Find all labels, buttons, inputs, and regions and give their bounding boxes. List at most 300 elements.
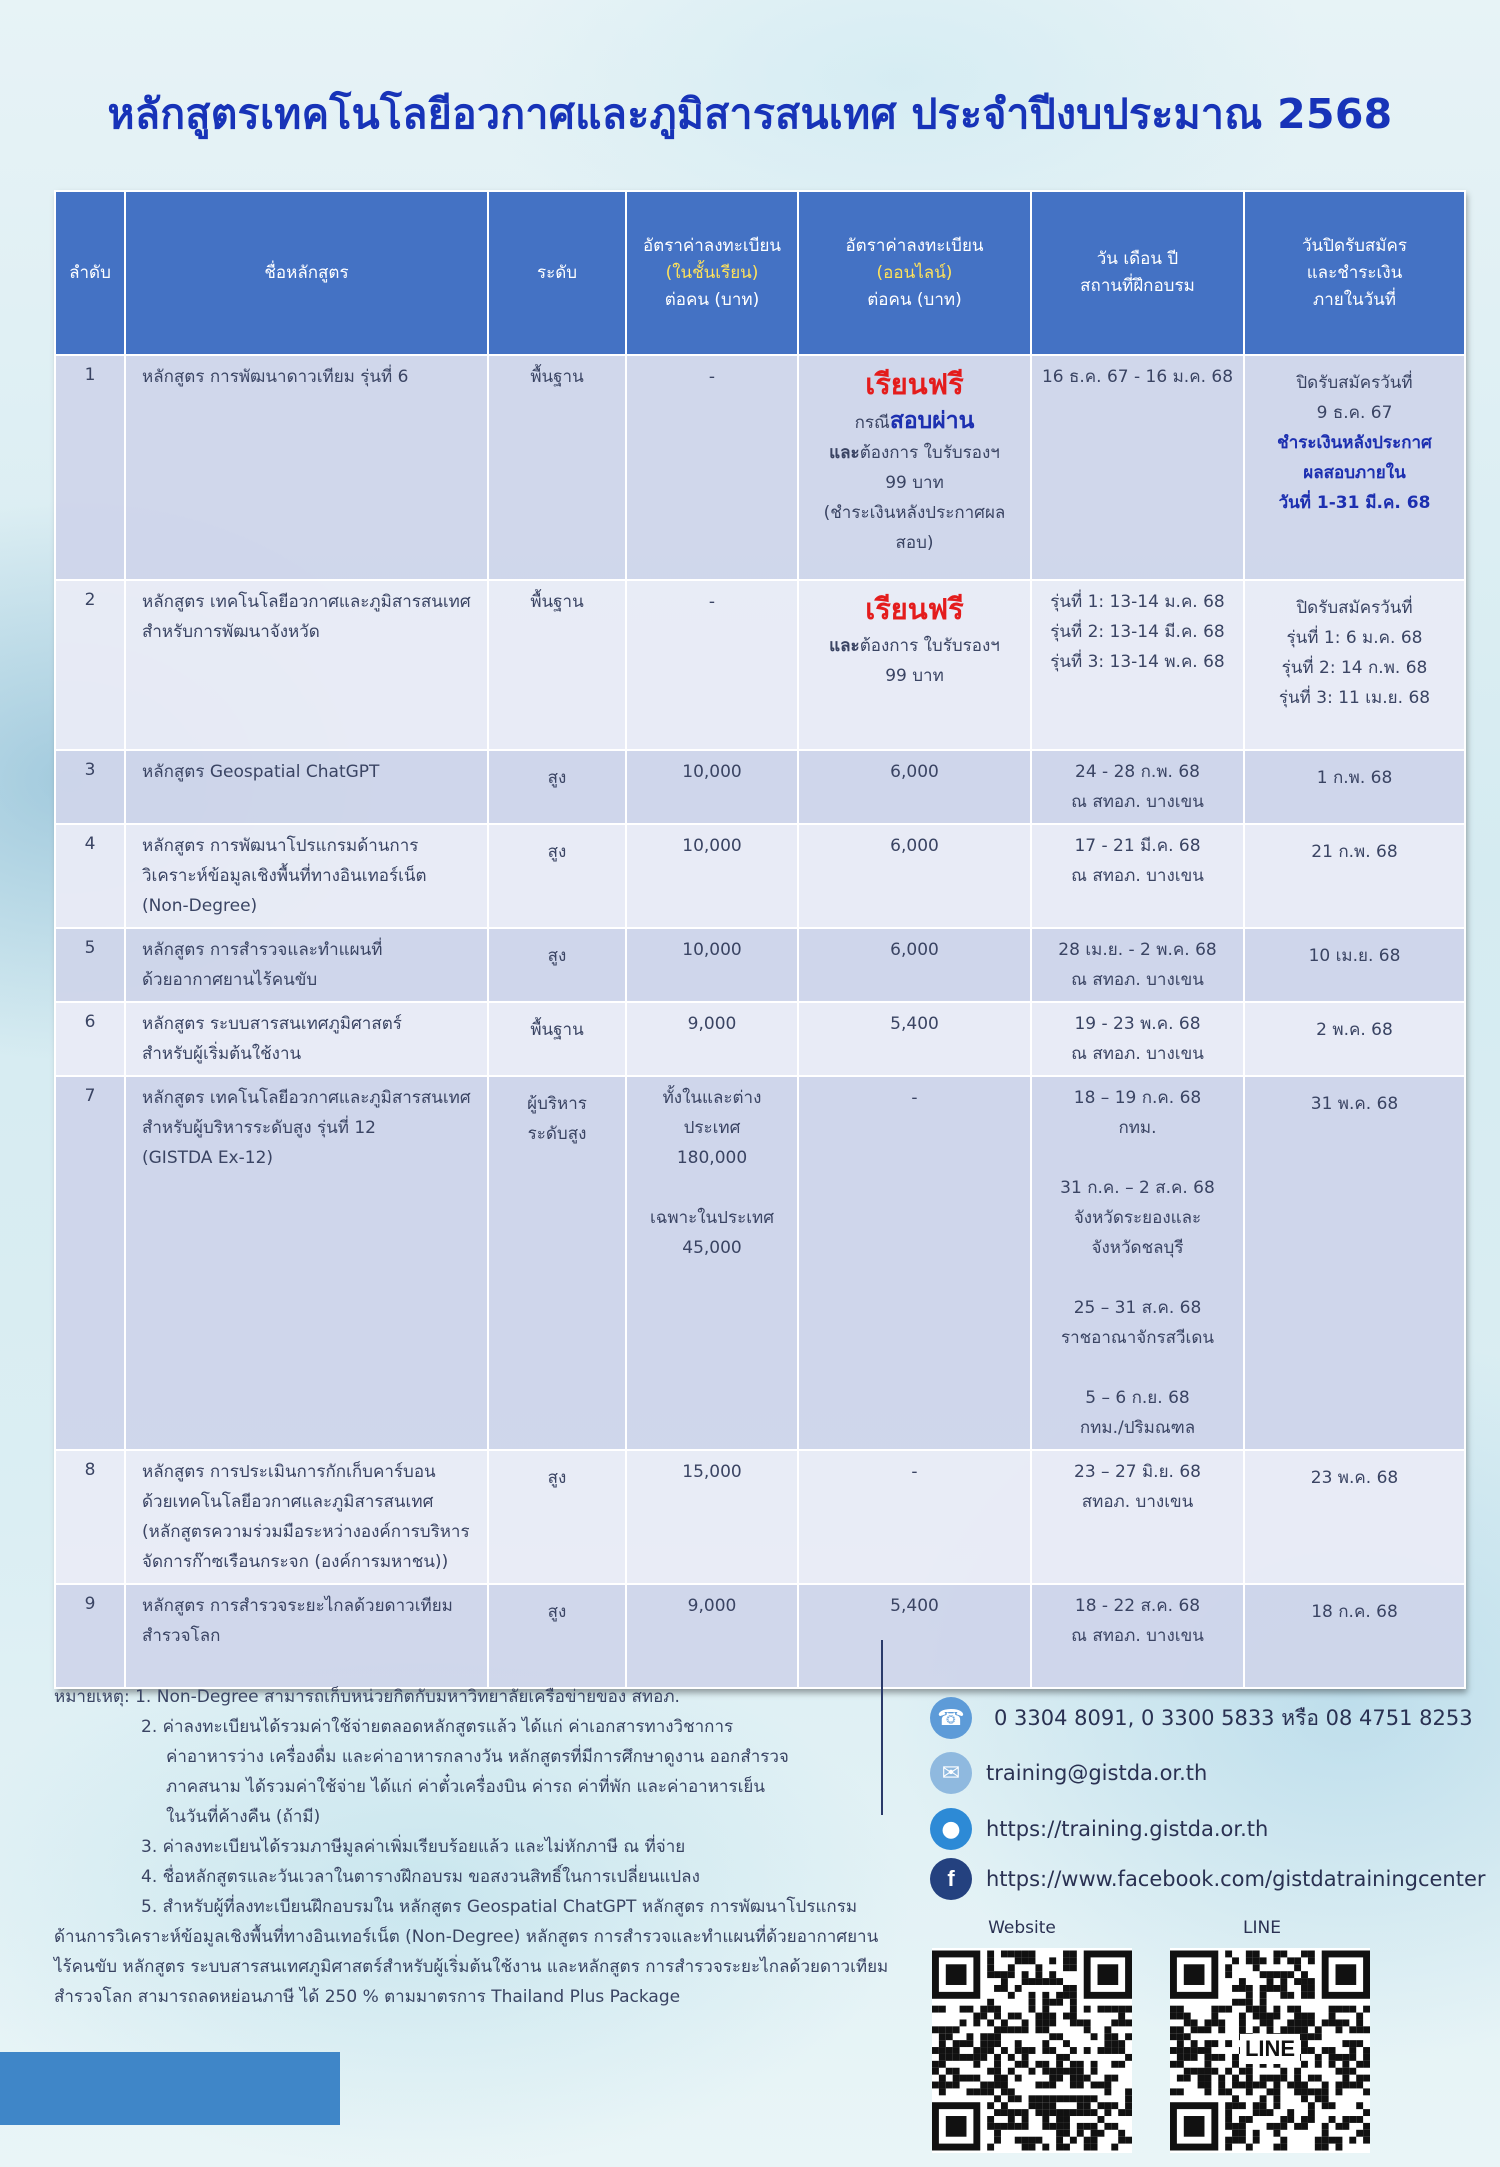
qr-module <box>1056 2109 1063 2116</box>
qr-module <box>1184 2068 1191 2075</box>
qr-module <box>1336 2144 1343 2151</box>
row-date <box>1031 355 1244 580</box>
row-level <box>488 1450 626 1584</box>
date-line: รุ่นที่ 3: 13-14 พ.ค. 68 <box>1050 652 1225 672</box>
fee-class-line: 45,000 <box>682 1238 742 1258</box>
date-line: 5 – 6 ก.ย. 68 <box>1085 1388 1190 1408</box>
free-badge: เรียนฟรี <box>865 367 964 401</box>
level-line: พื้นฐาน <box>530 1020 584 1040</box>
qr-finder <box>1184 1964 1205 1985</box>
qr-module <box>1315 2144 1322 2151</box>
qr-module <box>946 2054 953 2061</box>
qr-module <box>1232 2123 1239 2130</box>
qr-module <box>1104 2040 1111 2047</box>
qr-module <box>1232 2095 1239 2102</box>
qr-module <box>1049 2075 1056 2082</box>
row-close <box>1244 1002 1465 1076</box>
qr-module <box>1363 2075 1370 2082</box>
qr-module <box>994 2054 1001 2061</box>
qr-module <box>1204 2054 1211 2061</box>
qr-module <box>939 2075 946 2082</box>
qr-module <box>1029 1992 1036 1999</box>
date-line: รุ่นที่ 2: 13-14 มี.ค. 68 <box>1050 622 1225 642</box>
qr-module <box>1246 1985 1253 1992</box>
qr-module <box>939 2082 946 2089</box>
qr-module <box>1111 2075 1118 2082</box>
qr-module <box>1260 2102 1267 2109</box>
qr-module <box>1322 2144 1329 2151</box>
qr-module <box>1280 2116 1287 2123</box>
qr-module <box>973 2019 980 2026</box>
qr-module <box>1008 1971 1015 1978</box>
qr-module <box>1104 2082 1111 2089</box>
qr-module <box>994 2040 1001 2047</box>
qr-module <box>987 2068 994 2075</box>
qr-module <box>1022 2109 1029 2116</box>
qr-module <box>994 2109 1001 2116</box>
qr-module <box>1056 1999 1063 2006</box>
row-date <box>1031 1076 1244 1450</box>
qr-module <box>1022 1957 1029 1964</box>
qr-module <box>1225 2123 1232 2130</box>
qr-module <box>1349 2054 1356 2061</box>
qr-module <box>1322 2088 1329 2095</box>
qr-module <box>1260 1971 1267 1978</box>
qr-module <box>1267 2026 1274 2033</box>
qr-module <box>1008 2068 1015 2075</box>
qr-module <box>1035 2019 1042 2026</box>
qr-module <box>1267 2019 1274 2026</box>
qr-module <box>1204 2019 1211 2026</box>
qr-module <box>987 2033 994 2040</box>
fee-online-line: - <box>911 1088 918 1108</box>
qr-module <box>1042 1999 1049 2006</box>
qr-module <box>1177 2006 1184 2013</box>
qr-module <box>1091 2144 1098 2151</box>
pay-line: วันที่ 1-31 มี.ค. 68 <box>1278 493 1431 513</box>
close-line: รุ่นที่ 1: 6 ม.ค. 68 <box>1286 628 1423 648</box>
qr-module <box>1315 2075 1322 2082</box>
row-course-name <box>125 1002 488 1076</box>
row-fee-class <box>626 750 798 824</box>
qr-module <box>1356 2040 1363 2047</box>
qr-module <box>1363 2123 1370 2130</box>
qr-module <box>1301 2088 1308 2095</box>
qr-module <box>1022 2116 1029 2123</box>
qr-module <box>1239 2082 1246 2089</box>
qr-module <box>1077 2019 1084 2026</box>
note-line: ไร้คนขับ หลักสูตร ระบบสารสนเทศภูมิศาสตร์สำหรับผู้เริ่มต้นใช้งาน และหลักสูตร การสำรวจระยะไกลด้วยดาวเทียม <box>54 1957 889 1977</box>
qr-module <box>1246 2144 1253 2151</box>
table-row <box>55 580 1465 750</box>
qr-module <box>1022 2137 1029 2144</box>
note-line: 3. ค่าลงทะเบียนได้รวมภาษีมูลค่าเพิ่มเรียบร้อยแล้ว และไม่หักภาษี ณ ที่จ่าย <box>141 1837 686 1857</box>
level-line: ผู้บริหาร <box>527 1094 587 1114</box>
qr-module <box>1035 2026 1042 2033</box>
qr-module <box>1077 2061 1084 2068</box>
qr-module <box>1042 2061 1049 2068</box>
course-name-line: หลักสูตร Geospatial ChatGPT <box>142 762 380 782</box>
close-line: 21 ก.พ. 68 <box>1311 842 1398 862</box>
fee-class-line: 10,000 <box>682 762 742 782</box>
qr-module <box>1084 2102 1091 2109</box>
qr-module <box>1349 2068 1356 2075</box>
qr-module <box>932 2006 939 2013</box>
header-fee-class-line1: อัตราค่าลงทะเบียน <box>642 235 782 256</box>
qr-module <box>1225 2144 1232 2151</box>
qr-module <box>1022 1951 1029 1958</box>
qr-module <box>1204 2040 1211 2047</box>
note-line: ในวันที่ค้างคืน (ถ้ามี) <box>166 1807 321 1827</box>
course-name-line: หลักสูตร การสำรวจและทำแผนที่ <box>142 940 383 960</box>
qr-module <box>1218 2054 1225 2061</box>
qr-module <box>1308 2013 1315 2020</box>
qr-module <box>1260 2109 1267 2116</box>
qr-module <box>1084 2095 1091 2102</box>
qr-module <box>1022 2123 1029 2130</box>
qr-module <box>1273 1985 1280 1992</box>
header-close-line3: ภายในวันที่ <box>1312 289 1396 310</box>
qr-module <box>1315 2137 1322 2144</box>
qr-module <box>1063 2144 1070 2151</box>
qr-module <box>1246 1957 1253 1964</box>
qr-module <box>1363 2026 1370 2033</box>
close-line: 2 พ.ค. 68 <box>1316 1020 1393 1040</box>
qr-module <box>1315 2095 1322 2102</box>
qr-module <box>1294 2006 1301 2013</box>
qr-module <box>1070 1985 1077 1992</box>
qr-module <box>987 1951 994 1958</box>
qr-module <box>1329 2116 1336 2123</box>
qr-module <box>994 2095 1001 2102</box>
level-line: สูง <box>547 842 567 862</box>
qr-module <box>1356 2061 1363 2068</box>
qr-module <box>1191 2040 1198 2047</box>
qr-module <box>1111 2144 1118 2151</box>
qr-code-website[interactable] <box>932 1948 1132 2153</box>
qr-module <box>980 2033 987 2040</box>
qr-module <box>987 1964 994 1971</box>
qr-module <box>966 2054 973 2061</box>
qr-module <box>1035 2109 1042 2116</box>
qr-module <box>1170 2088 1177 2095</box>
close-line: 1 ก.พ. 68 <box>1316 768 1393 788</box>
date-line: 24 - 28 ก.พ. 68 <box>1075 762 1200 782</box>
qr-module <box>1049 2033 1056 2040</box>
note-line: 4. ชื่อหลักสูตรและวันเวลาในตารางฝึกอบรม ขอสงวนสิทธิ์ในการเปลี่ยนแปลง <box>141 1867 700 1887</box>
qr-module <box>939 2040 946 2047</box>
qr-module <box>1246 1999 1253 2006</box>
qr-module <box>1104 2006 1111 2013</box>
qr-module <box>1098 2130 1105 2137</box>
qr-module <box>1273 1971 1280 1978</box>
qr-module <box>1170 2061 1177 2068</box>
qr-module <box>1015 2095 1022 2102</box>
qr-module <box>1294 2088 1301 2095</box>
qr-module <box>1008 2026 1015 2033</box>
qr-module <box>1029 1999 1036 2006</box>
qr-module <box>1070 1964 1077 1971</box>
qr-module <box>1077 2109 1084 2116</box>
qr-module <box>1211 2054 1218 2061</box>
table-row <box>55 750 1465 824</box>
qr-module <box>1336 2088 1343 2095</box>
facebook-link[interactable]: https://www.facebook.com/gistdatrainingcenter <box>986 1867 1486 1891</box>
qr-module <box>980 2082 987 2089</box>
qr-module <box>1049 2095 1056 2102</box>
fee-online-line: 6,000 <box>890 836 939 856</box>
row-date <box>1031 580 1244 750</box>
qr-module <box>1029 1951 1036 1958</box>
qr-module <box>1294 2013 1301 2020</box>
qr-module <box>1239 2013 1246 2020</box>
qr-module <box>1042 2026 1049 2033</box>
date-line: 17 - 21 มี.ค. 68 <box>1074 836 1201 856</box>
qr-module <box>1104 2047 1111 2054</box>
qr-code-line-wrap[interactable] <box>1170 1948 1370 2153</box>
qr-module <box>1280 2075 1287 2082</box>
qr-module <box>1301 1992 1308 1999</box>
qr-module <box>1022 1971 1029 1978</box>
qr-module <box>1356 2116 1363 2123</box>
qr-module <box>980 2040 987 2047</box>
qr-module <box>1104 2123 1111 2130</box>
qr-module <box>1070 2109 1077 2116</box>
qr-module <box>1063 2116 1070 2123</box>
row-fee-online <box>798 580 1031 750</box>
qr-module <box>1070 2068 1077 2075</box>
date-line: ณ สทอภ. บางเขน <box>1071 792 1204 812</box>
qr-module <box>1239 2137 1246 2144</box>
date-line: จังหวัดระยองและ <box>1073 1208 1202 1228</box>
qr-module <box>1125 2006 1132 2013</box>
qr-module <box>1170 2026 1177 2033</box>
qr-module <box>1001 1951 1008 1958</box>
qr-module <box>1015 2109 1022 2116</box>
level-line: สูง <box>547 1468 567 1488</box>
cert-condition <box>807 631 1022 661</box>
cert-text: ต้องการ ใบรับรองฯ <box>859 443 1000 463</box>
header-level: ระดับ <box>488 191 626 355</box>
row-close <box>1244 824 1465 928</box>
qr-module <box>1260 1985 1267 1992</box>
qr-module <box>1191 2026 1198 2033</box>
date-line: 25 – 31 ส.ค. 68 <box>1073 1298 1202 1318</box>
contact-phone <box>930 1697 1473 1739</box>
qr-module <box>1118 2109 1125 2116</box>
qr-module <box>987 2102 994 2109</box>
qr-module <box>1225 1971 1232 1978</box>
qr-module <box>1022 2061 1029 2068</box>
row-fee-online <box>798 1584 1031 1688</box>
qr-module <box>953 2040 960 2047</box>
qr-module <box>1063 1992 1070 1999</box>
qr-line-label: LINE <box>1243 1918 1281 1938</box>
qr-module <box>1035 2137 1042 2144</box>
qr-module <box>1301 2040 1308 2047</box>
date-line: 18 - 22 ส.ค. 68 <box>1074 1596 1201 1616</box>
qr-module <box>1329 2061 1336 2068</box>
qr-module <box>1301 1971 1308 1978</box>
qr-module <box>994 2082 1001 2089</box>
qr-module <box>1225 2116 1232 2123</box>
date-line: ณ สทอภ. บางเขน <box>1071 1626 1204 1646</box>
qr-module <box>939 2054 946 2061</box>
qr-module <box>1184 2033 1191 2040</box>
facebook-icon: f <box>930 1858 972 1900</box>
qr-module <box>1301 2019 1308 2026</box>
globe-icon: ● <box>930 1808 972 1850</box>
qr-module <box>994 2075 1001 2082</box>
qr-module <box>1204 2026 1211 2033</box>
fee-class-line: 9,000 <box>687 1596 737 1616</box>
row-fee-class <box>626 824 798 928</box>
qr-module <box>1118 2040 1125 2047</box>
qr-module <box>1001 2088 1008 2095</box>
qr-module <box>1042 2013 1049 2020</box>
note-line: ค่าอาหารว่าง เครื่องดื่ม และค่าอาหารกลางวัน หลักสูตรที่มีการศึกษาดูงาน ออกสำรวจ <box>166 1747 789 1767</box>
header-date-line1: วัน เดือน ปี <box>1096 249 1179 269</box>
contact-email <box>930 1752 1207 1794</box>
qr-module <box>1029 2137 1036 2144</box>
qr-module <box>1042 2006 1049 2013</box>
row-no: 9 <box>55 1584 125 1688</box>
header-close-line1: วันปิดรับสมัคร <box>1301 235 1407 256</box>
header-close <box>1244 191 1465 355</box>
qr-module <box>1342 2040 1349 2047</box>
close-line: ปิดรับสมัครวันที่ <box>1296 373 1413 393</box>
qr-module <box>1329 2137 1336 2144</box>
cert-text: ต้องการ ใบรับรองฯ <box>859 636 1000 656</box>
course-name-line: หลักสูตร เทคโนโลยีอวกาศและภูมิสารสนเทศ <box>142 1088 471 1108</box>
header-no: ลำดับ <box>55 191 125 355</box>
qr-module <box>1111 2123 1118 2130</box>
date-line: 31 ก.ค. – 2 ส.ค. 68 <box>1060 1178 1215 1198</box>
qr-module <box>1008 2088 1015 2095</box>
qr-module <box>1063 2130 1070 2137</box>
qr-module <box>1022 2019 1029 2026</box>
qr-module <box>987 2040 994 2047</box>
qr-module <box>1287 2116 1294 2123</box>
course-name-line: จัดการก๊าซเรือนกระจก (องค์การมหาชน)) <box>142 1552 449 1572</box>
fee-online-line: 6,000 <box>890 762 939 782</box>
qr-module <box>1063 2013 1070 2020</box>
qr-module <box>1260 1957 1267 1964</box>
qr-module <box>1184 2075 1191 2082</box>
qr-module <box>966 2088 973 2095</box>
qr-module <box>1280 1985 1287 1992</box>
qr-module <box>1177 2088 1184 2095</box>
qr-module <box>1070 2061 1077 2068</box>
qr-module <box>1118 2137 1125 2144</box>
qr-module <box>1191 2019 1198 2026</box>
qr-module <box>1336 2082 1343 2089</box>
row-no: 1 <box>55 355 125 580</box>
note-line: หมายเหตุ: 1. Non-Degree สามารถเก็บหน่วยกิตกับมหาวิทยาลัยเครือข่ายของ สทอภ. <box>54 1687 680 1707</box>
qr-module <box>1177 2075 1184 2082</box>
qr-module <box>1239 1999 1246 2006</box>
date-line: 19 - 23 พ.ค. 68 <box>1074 1014 1201 1034</box>
qr-module <box>1273 2013 1280 2020</box>
table-header-row <box>55 191 1465 355</box>
qr-module <box>1218 2088 1225 2095</box>
qr-module <box>1273 1951 1280 1958</box>
qr-module <box>1118 2006 1125 2013</box>
qr-module <box>1091 2033 1098 2040</box>
note-line: สำรวจโลก สามารถลดหย่อนภาษี ได้ 250 % ตามมาตรการ Thailand Plus Package <box>54 1987 681 2007</box>
row-fee-class <box>626 355 798 580</box>
header-fee-online-line1: อัตราค่าลงทะเบียน <box>845 235 984 256</box>
qr-module <box>1239 2102 1246 2109</box>
qr-module <box>1125 2054 1132 2061</box>
qr-module <box>939 2088 946 2095</box>
qr-module <box>1273 2082 1280 2089</box>
qr-module <box>966 2075 973 2082</box>
course-name-line: ด้วยเทคโนโลยีอวกาศและภูมิสารสนเทศ <box>142 1492 434 1512</box>
qr-module <box>987 2088 994 2095</box>
qr-module <box>1104 2026 1111 2033</box>
qr-module <box>1077 2130 1084 2137</box>
qr-module <box>994 2033 1001 2040</box>
qr-module <box>1294 2075 1301 2082</box>
email-link[interactable]: training@gistda.or.th <box>986 1761 1208 1785</box>
qr-module <box>1077 2095 1084 2102</box>
course-name-line: ด้วยอากาศยานไร้คนขับ <box>142 970 318 990</box>
qr-module <box>1049 1957 1056 1964</box>
course-name-line: หลักสูตร การพัฒนาดาวเทียม รุ่นที่ 6 <box>142 367 409 387</box>
qr-module <box>1287 1971 1294 1978</box>
qr-module <box>980 2013 987 2020</box>
qr-module <box>1001 2109 1008 2116</box>
qr-module <box>1232 2054 1239 2061</box>
qr-module <box>1084 2006 1091 2013</box>
qr-module <box>1084 2075 1091 2082</box>
qr-module <box>1267 1985 1274 1992</box>
qr-module <box>1191 2047 1198 2054</box>
qr-module <box>1308 2047 1315 2054</box>
qr-module <box>1015 1951 1022 1958</box>
fee-class-line: ทั้งในและต่างประเทศ <box>662 1088 762 1138</box>
qr-module <box>1287 2082 1294 2089</box>
qr-module <box>1063 2109 1070 2116</box>
fee-class-line: เฉพาะในประเทศ <box>649 1208 775 1228</box>
qr-module <box>1008 2013 1015 2020</box>
qr-module <box>1063 1985 1070 1992</box>
qr-module <box>1125 2109 1132 2116</box>
course-name-line: (หลักสูตรความร่วมมือระหว่างองค์การบริหาร <box>142 1522 470 1542</box>
course-name-line: หลักสูตร ระบบสารสนเทศภูมิศาสตร์ <box>142 1014 402 1034</box>
qr-module <box>987 2082 994 2089</box>
qr-module <box>1342 2116 1349 2123</box>
row-level <box>488 750 626 824</box>
row-date <box>1031 1450 1244 1584</box>
qr-module <box>1308 2116 1315 2123</box>
qr-module <box>1035 1964 1042 1971</box>
course-name-line: (Non-Degree) <box>142 896 258 916</box>
row-fee-class <box>626 1584 798 1688</box>
qr-module <box>980 2047 987 2054</box>
table-row <box>55 1584 1465 1688</box>
qr-module <box>1070 2019 1077 2026</box>
website-link[interactable]: https://training.gistda.or.th <box>986 1817 1269 1841</box>
qr-module <box>1029 2006 1036 2013</box>
qr-module <box>1232 2061 1239 2068</box>
date-line: จังหวัดชลบุรี <box>1091 1238 1184 1258</box>
course-name-line: วิเคราะห์ข้อมูลเชิงพื้นที่ทางอินเทอร์เน็ต <box>142 866 427 886</box>
qr-module <box>1022 1978 1029 1985</box>
qr-module <box>1177 2054 1184 2061</box>
course-name-line: หลักสูตร การพัฒนาโปรแกรมด้านการ <box>142 836 419 856</box>
